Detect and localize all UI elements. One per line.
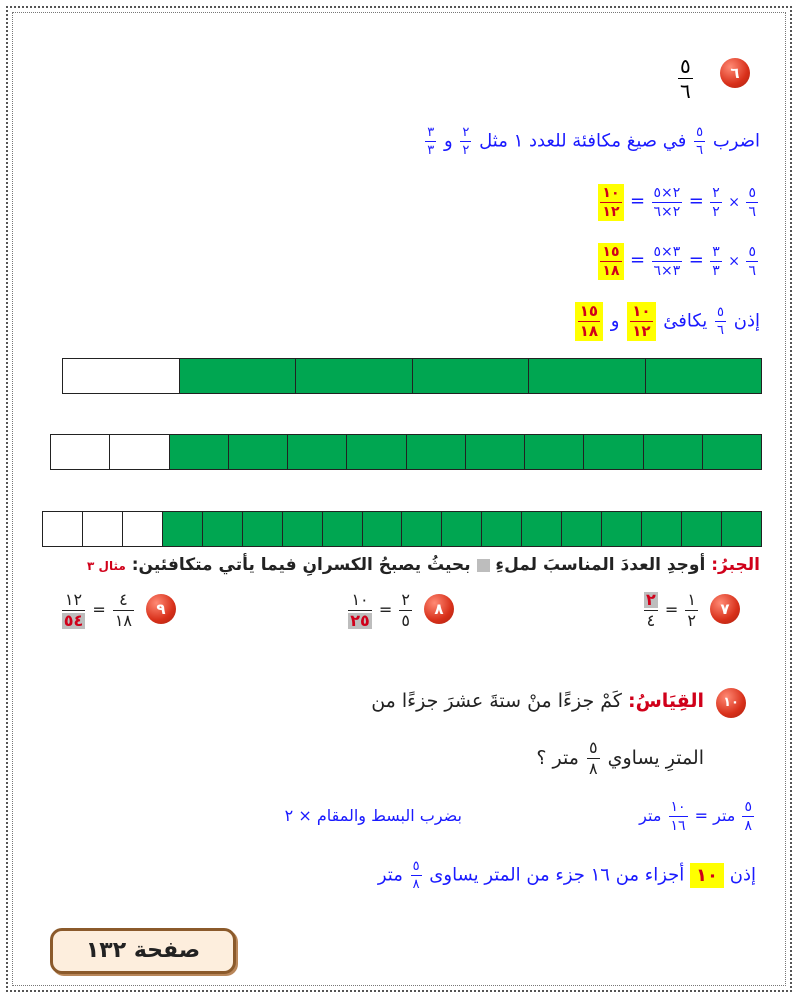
bar-segment-filled [413, 359, 530, 393]
answer-denominator: ١٨ [602, 263, 620, 279]
bar-segment-filled [363, 512, 403, 546]
fraction-numerator: ٢ [462, 125, 470, 140]
algebra-title: الجبرُ: [711, 555, 760, 575]
unit-text: متر [713, 806, 736, 825]
question-10-note: بضرب البسط والمقام × ٢ [284, 806, 462, 825]
bar-segment-filled [288, 435, 347, 469]
fraction-numerator: ٢ [401, 590, 410, 609]
question-10-badge: ١٠ [716, 688, 746, 718]
bar-segment-filled [646, 359, 762, 393]
bar-segment-filled [525, 435, 584, 469]
question-6-instruction [423, 126, 760, 157]
blank-box-icon [477, 559, 490, 572]
fraction-numerator: ١ [687, 590, 696, 609]
bar-segment-filled [229, 435, 288, 469]
answer-denominator: ١٨ [579, 322, 599, 340]
bar-segment-filled [243, 512, 283, 546]
bar-segment-empty [110, 435, 169, 469]
fraction-denominator: ٦ [680, 79, 691, 103]
fraction-denominator: ١٦ [670, 818, 686, 834]
bar-segment-filled [347, 435, 406, 469]
bar-segment-filled [642, 512, 682, 546]
algebra-instruction [87, 555, 760, 575]
fraction-bar-twelfths [50, 434, 762, 470]
fraction-numerator: ٥ [748, 244, 756, 260]
answer-value: ١٠ [690, 863, 724, 888]
question-9-equation [60, 592, 136, 629]
instruction-text: و [443, 130, 453, 152]
fraction-numerator: ٤ [119, 590, 128, 609]
conclusion-text: أجزاء من ١٦ جزء من المتر يساوى [429, 864, 685, 886]
fraction-denominator: ٥ [401, 611, 410, 630]
fraction-denominator: ٣ [712, 263, 720, 279]
equals-sign: = [688, 190, 704, 212]
bar-segment-filled [703, 435, 761, 469]
question-10-working [639, 800, 756, 833]
fraction-denominator: ٦ [696, 143, 704, 158]
page-number: صفحة ١٣٢ [50, 928, 236, 974]
fraction-denominator: ٨ [588, 759, 598, 778]
bar-segment-empty [51, 435, 110, 469]
fraction-numerator: ٢ [712, 185, 720, 201]
question-10-line-2 [536, 740, 704, 777]
question-6-fraction [676, 56, 695, 101]
fraction-numerator: ١٠ [351, 590, 369, 609]
fraction-numerator: ٥ [412, 859, 420, 874]
question-8-badge: ٨ [424, 594, 454, 624]
measurement-title: القِيَاسُ: [627, 690, 704, 712]
fraction-numerator: ١٢ [64, 590, 83, 609]
bar-segment-empty [43, 512, 83, 546]
question-text: المترِ يساوي [607, 747, 704, 769]
fraction-denominator: ١٨ [114, 611, 132, 630]
bar-segment-filled [296, 359, 413, 393]
question-7-badge: ٧ [710, 594, 740, 624]
bar-segment-filled [407, 435, 466, 469]
fraction-denominator: ٢ [712, 204, 720, 220]
fraction-denominator: ٢ [687, 611, 696, 630]
question-text: كَمْ جزءًا منْ ستةَ عشرَ جزءًا من [371, 690, 622, 712]
question-9-badge: ٩ [146, 594, 176, 624]
answer-denominator: ١٢ [632, 322, 651, 340]
answer-denominator: ٥٤ [63, 611, 84, 630]
fraction-numerator: ٣ [427, 125, 435, 140]
bar-segment-empty [123, 512, 163, 546]
fraction-numerator: ٣×٥ [653, 244, 681, 260]
equals-sign: = [629, 249, 646, 271]
fraction-denominator: ٣ [427, 143, 435, 158]
conclusion-text: متر [377, 864, 403, 886]
question-10-line-1 [371, 690, 704, 712]
bar-segment-filled [203, 512, 243, 546]
algebra-text: بحيثُ يصبحُ الكسرانِ فيما يأتي متكافئين: [131, 555, 471, 575]
fraction-denominator: ٢×٦ [653, 204, 681, 220]
fraction-numerator: ٥ [748, 185, 756, 201]
answer-numerator: ٢ [646, 590, 656, 609]
answer-denominator: ٢٥ [350, 611, 370, 630]
bar-segment-filled [442, 512, 482, 546]
example-reference: مثال ٣ [87, 559, 126, 573]
conclusion-text: إذن [733, 310, 760, 332]
bar-segment-filled [644, 435, 703, 469]
fraction-denominator: ٢ [462, 143, 470, 158]
bar-segment-filled [163, 512, 203, 546]
answer-denominator: ١٢ [602, 204, 620, 220]
fraction-denominator: ٦ [748, 263, 756, 279]
question-7-equation [642, 592, 700, 629]
fraction-denominator: ٦ [717, 323, 725, 338]
bar-segment-empty [63, 359, 180, 393]
fraction-numerator: ١٠ [670, 799, 686, 815]
equation-1 [596, 184, 760, 221]
question-6-badge: ٦ [720, 58, 750, 88]
conclusion-text: و [610, 310, 620, 332]
conclusion-text: إذن [729, 864, 756, 886]
answer-numerator: ١٥ [579, 302, 599, 320]
equals-sign: = [664, 600, 679, 619]
fraction-bar-eighteenths [42, 511, 762, 547]
instruction-text: اضرب [712, 130, 760, 152]
bar-segment-filled [602, 512, 642, 546]
times-sign: × [728, 194, 741, 211]
fraction-denominator: ٣×٦ [653, 263, 681, 279]
fraction-denominator: ٨ [744, 818, 752, 834]
answer-numerator: ١٠ [632, 302, 651, 320]
fraction-numerator: ٢×٥ [653, 185, 681, 201]
algebra-text: أوجدِ العددَ المناسبَ لملءِ [495, 555, 706, 575]
question-8-equation [346, 592, 414, 629]
unit-text: متر [639, 806, 662, 825]
question-10-conclusion [378, 860, 756, 891]
question-6-conclusion [573, 302, 760, 341]
question-text: متر ؟ [536, 747, 579, 769]
bar-segment-filled [180, 359, 297, 393]
equals-sign: = [92, 600, 106, 619]
equals-sign: = [688, 249, 704, 271]
instruction-text: في صيغ مكافئة للعدد ١ مثل [479, 130, 687, 152]
bar-segment-filled [482, 512, 522, 546]
bar-segment-filled [682, 512, 722, 546]
bar-segment-filled [562, 512, 602, 546]
fraction-numerator: ٥ [717, 305, 725, 320]
page-border-inner [12, 12, 786, 986]
bar-segment-filled [584, 435, 643, 469]
fraction-numerator: ٥ [680, 54, 691, 78]
bar-segment-filled [529, 359, 646, 393]
bar-segment-filled [466, 435, 525, 469]
fraction-bar-sixths [62, 358, 762, 394]
bar-segment-filled [722, 512, 761, 546]
bar-segment-filled [402, 512, 442, 546]
equation-2 [596, 243, 760, 280]
conclusion-text: يكافئ [663, 310, 708, 332]
fraction-numerator: ٥ [696, 125, 704, 140]
equals-sign: = [629, 190, 646, 212]
fraction-denominator: ٨ [412, 877, 420, 892]
fraction-numerator: ٥ [588, 738, 598, 757]
answer-numerator: ١٥ [602, 244, 620, 260]
bar-segment-filled [522, 512, 562, 546]
answer-numerator: ١٠ [602, 185, 620, 201]
equals-sign: = [694, 806, 709, 825]
bar-segment-filled [323, 512, 363, 546]
times-sign: × [728, 253, 741, 270]
bar-segment-empty [83, 512, 123, 546]
fraction-numerator: ٥ [744, 799, 752, 815]
fraction-denominator: ٦ [748, 204, 756, 220]
equals-sign: = [378, 600, 393, 619]
fraction-numerator: ٣ [712, 244, 720, 260]
bar-segment-filled [170, 435, 229, 469]
bar-segment-filled [283, 512, 323, 546]
fraction-denominator: ٤ [646, 611, 656, 630]
